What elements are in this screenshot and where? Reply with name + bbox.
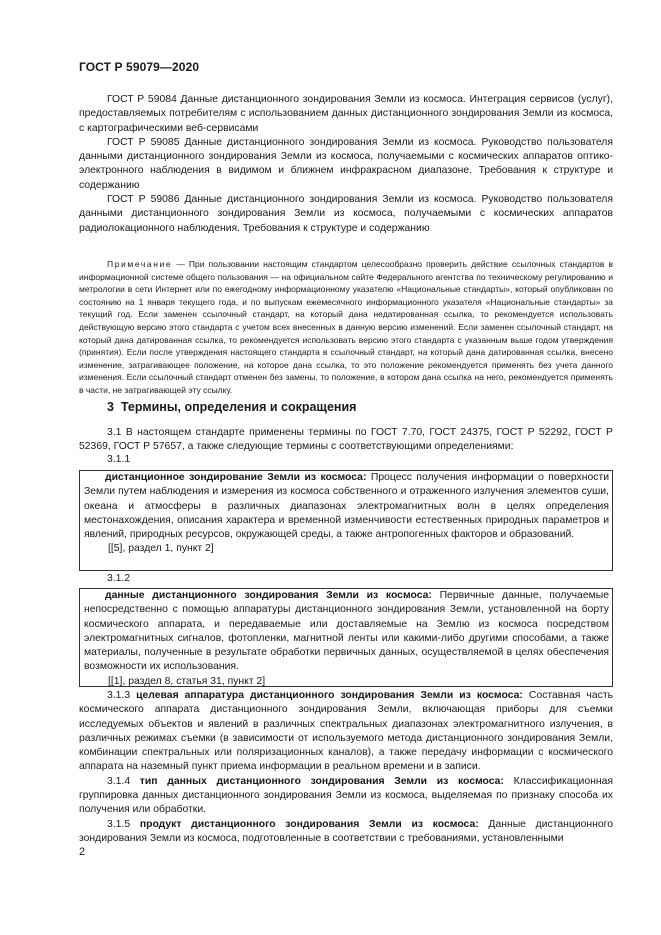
reference-item: ГОСТ Р 59086 Данные дистанционного зондирования Земли из космоса. Руководство пользователя данными дистанционного зондирования Земли из космоса, получаемыми с космических аппаратов радиолокационного наблюдения. Требования к структуре и содержанию bbox=[79, 194, 613, 234]
reference-item: ГОСТ Р 59084 Данные дистанционного зондирования Земли из космоса. Интеграция сервисов (услуг), предоставляемых потребителям с использованием данных дистанционного зондирования Земли из космоса, с картографическими веб-сервисами bbox=[79, 94, 614, 134]
section-intro: 3.1 В настоящем стандарте применены термины по ГОСТ 7.70, ГОСТ 24375, ГОСТ Р 52292, ГОСТ Р 52369, ГОСТ Р 57657, а также следующие термины с соответствующими определениями: bbox=[79, 427, 613, 453]
section-title: 3 Термины, определения и сокращения bbox=[107, 400, 357, 414]
term-box bbox=[79, 588, 613, 686]
term-box bbox=[79, 470, 613, 570]
note-label: Примечание bbox=[107, 259, 173, 269]
term-entry: 3.1.4 тип данных дистанционного зондирования Земли из космоса: Классификационная группировка данных дистанционного зондирования Земли из космоса, выделяемая по признаку способа их получения или обработки. bbox=[79, 775, 613, 816]
note-block bbox=[79, 258, 613, 397]
page-number: 2 bbox=[79, 846, 86, 858]
term-source: [[5], раздел 1, пункт 2] bbox=[108, 543, 214, 555]
term-number: 3.1.1 bbox=[107, 454, 131, 465]
term-number: 3.1.2 bbox=[107, 573, 131, 584]
term-definition: дистанционное зондирование Земли из космоса: Процесс получения информации о поверхности Земли путем наблюдения и измерения из космоса собственного и отраженного излучения элементов суши, океана и атмосферы в различных диапазонах электромагнитных волн в целях определения местонахождения, описания характера и временной изменчивости естественных природных параметров и явлений, природных ресурсов, окружающей среды, а также антропогенных факторов и образований. bbox=[84, 472, 610, 541]
term-source: [[1], раздел 8, статья 31, пункт 2] bbox=[108, 675, 266, 687]
references-block bbox=[79, 93, 613, 236]
terms-list bbox=[79, 689, 613, 846]
reference-item: ГОСТ Р 59085 Данные дистанционного зондирования Земли из космоса. Руководство пользователя данными дистанционного зондирования Земли из космоса, получаемыми с космических аппаратов оптико-электронного наблюдения в видимом и ближнем инфракрасном диапазоне. Требования к структуре и содержанию bbox=[79, 136, 613, 191]
term-entry: 3.1.5 продукт дистанционного зондирования Земли из космоса: Данные дистанционного зондирования Земли из космоса, подготовленные в соответствии с требованиями, установленными bbox=[79, 818, 613, 844]
term-entry: 3.1.3 целевая аппаратура дистанционного зондирования Земли из космоса: Составная часть космического аппарата дистанционного зондирования Земли, включающая приборы для съемки исследуемых объектов и явлений в различных спектральных диапазонах электромагнитного излучения, в различных режимах съемки (в зависимости от используемого метода дистанционного зондирования Земли, комбинации спектральных или поляризационных каналов), а также передачу информации с космического аппарата на наземный пункт приема информации в реальном времени и в записи. bbox=[79, 690, 613, 773]
term-box-rule bbox=[79, 570, 613, 571]
term-box-rule bbox=[79, 686, 613, 687]
term-definition: данные дистанционного зондирования Земли из космоса: Первичные данные, получаемые непосредственно с помощью аппаратуры дистанционного зондирования Земли, установленной на борту космического аппарата, и передаваемые или доставляемые на Землю из космоса посредством электромагнитных сигналов, фотопленки, магнитной ленты или какими-либо другими способами, а также материалы, полученные в результате обработки первичных данных, осуществляемой в целях обеспечения возможности их использования. bbox=[84, 590, 610, 673]
note-text: — При пользовании настоящим стандартом целесообразно проверить действие ссылочных стандартов в информационной системе общего пользования — на официальном сайте Федерального агентства по техническому регулированию и метрологии в сети Интернет или по ежегодному информационному указателю «Национальные стандарты», который опубликован по состоянию на 1 января текущего года, и по выпускам ежемесячного информационного указателя «Национальные стандарты» за текущий год. Если заменен ссылочный стандарт, на который дана недатированная ссылка, то рекомендуется использовать действующую версию этого стандарта с учетом всех внесенных в данную версию изменений. Если заменен ссылочный стандарт, на который дана датированная ссылка, то рекомендуется использовать версию этого стандарта с указанным выше годом утверждения (принятия). Если после утверждения настоящего стандарта в ссылочный стандарт, на который дана датированная ссылка, внесено изменение, затрагивающее положение, на которое дана ссылка, то это положение рекомендуется применять без учета данного изменения. Если ссылочный стандарт отменен без замены, то положение, в котором дана ссылка на него, рекомендуется применять в части, не затрагивающей эту ссылку. bbox=[79, 259, 613, 395]
page-header: ГОСТ Р 59079—2020 bbox=[79, 60, 200, 74]
